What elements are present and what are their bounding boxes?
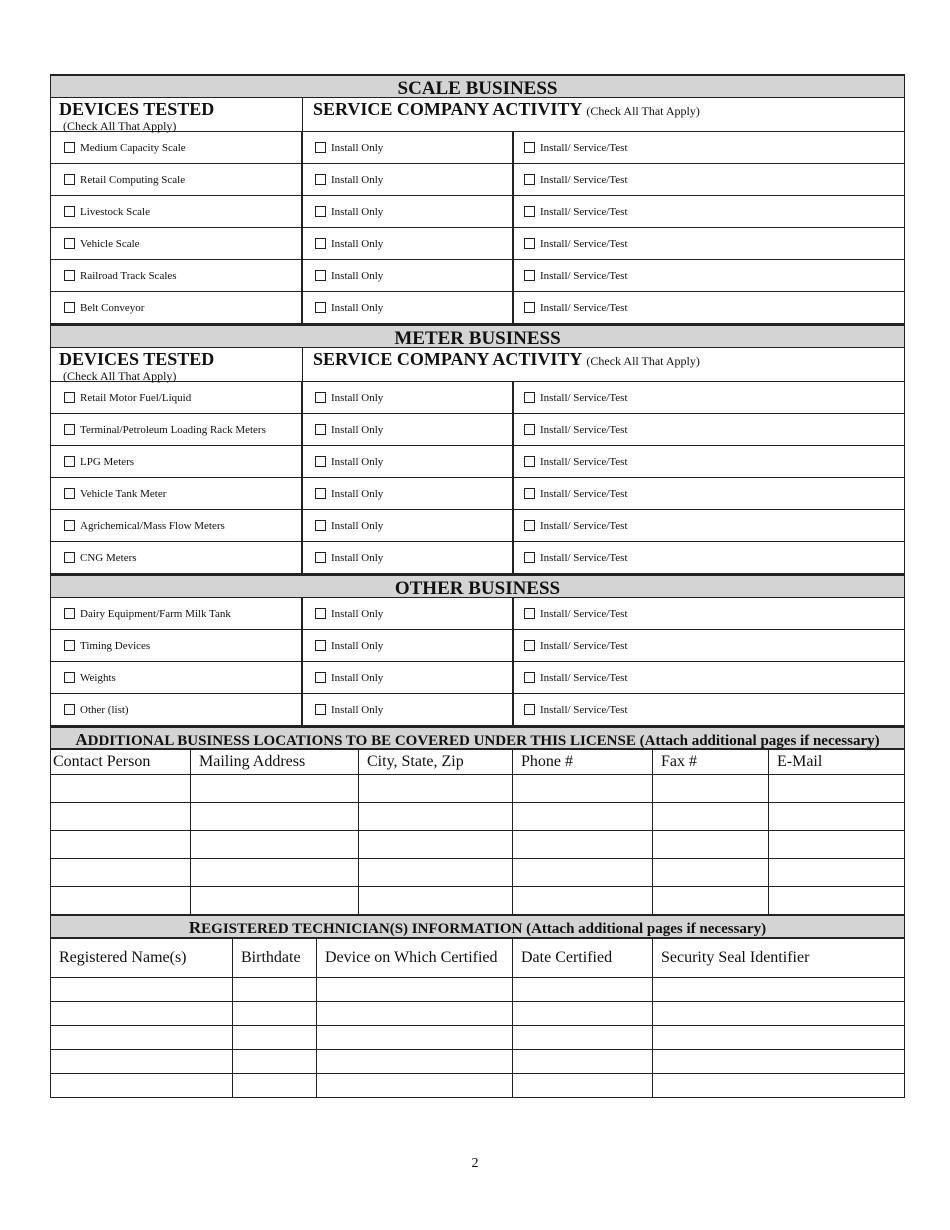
install-only-label: Install Only [331, 269, 384, 282]
table-header-row [51, 750, 905, 775]
device-label: LPG Meters [80, 455, 135, 468]
technician-entry-row [51, 1026, 905, 1050]
device-checkbox[interactable] [64, 302, 75, 313]
devices-tested-heading: DEVICES TESTED [59, 349, 215, 369]
device-label: Belt Conveyor [80, 301, 145, 314]
scale-business-heading: SCALE BUSINESS [50, 74, 905, 98]
install-only-label: Install Only [331, 703, 384, 716]
install-service-test-label: Install/ Service/Test [540, 173, 628, 186]
device-label: Agrichemical/Mass Flow Meters [80, 519, 225, 532]
blank-entry-cell[interactable] [51, 978, 233, 1002]
device-row [50, 662, 905, 694]
location-entry-row [51, 803, 905, 831]
device-row [50, 478, 905, 510]
device-checkbox[interactable] [64, 552, 75, 563]
install-service-test-checkbox[interactable] [524, 704, 535, 715]
blank-entry-cell[interactable] [653, 775, 769, 803]
blank-entry-cell[interactable] [233, 1074, 317, 1098]
heading-note: (Attach additional pages if necessary) [526, 921, 767, 937]
blank-entry-cell[interactable] [653, 1026, 905, 1050]
service-activity-note: (Check All That Apply) [586, 104, 700, 118]
blank-entry-cell[interactable] [513, 1002, 653, 1026]
meter-column-headers [50, 348, 905, 382]
blank-entry-cell[interactable] [513, 1074, 653, 1098]
install-service-test-checkbox[interactable] [524, 270, 535, 281]
device-row [50, 510, 905, 542]
column-header: Birthdate [233, 939, 317, 978]
device-row [50, 292, 905, 324]
blank-entry-cell[interactable] [769, 831, 905, 859]
blank-entry-cell[interactable] [653, 803, 769, 831]
blank-entry-cell[interactable] [513, 831, 653, 859]
install-service-test-cell [514, 542, 904, 573]
blank-entry-cell[interactable] [51, 887, 191, 915]
install-only-checkbox[interactable] [315, 552, 326, 563]
install-only-checkbox[interactable] [315, 392, 326, 403]
device-row [50, 694, 905, 726]
device-checkbox[interactable] [64, 206, 75, 217]
device-label: Vehicle Scale [80, 237, 140, 250]
device-row [50, 446, 905, 478]
install-only-cell [303, 598, 514, 629]
device-cell [51, 382, 303, 413]
install-service-test-label: Install/ Service/Test [540, 423, 628, 436]
service-activity-heading: SERVICE COMPANY ACTIVITY [313, 99, 583, 119]
install-only-cell [303, 382, 514, 413]
device-cell [51, 478, 303, 509]
install-only-checkbox[interactable] [315, 174, 326, 185]
install-service-test-label: Install/ Service/Test [540, 141, 628, 154]
column-header: Device on Which Certified [317, 939, 513, 978]
column-header: Registered Name(s) [51, 939, 233, 978]
device-checkbox[interactable] [64, 704, 75, 715]
install-service-test-cell [514, 196, 904, 227]
device-label: Livestock Scale [80, 205, 150, 218]
install-only-cell [303, 694, 514, 725]
device-label: Terminal/Petroleum Loading Rack Meters [80, 423, 266, 436]
install-only-label: Install Only [331, 141, 384, 154]
install-service-test-checkbox[interactable] [524, 520, 535, 531]
install-only-cell [303, 510, 514, 541]
device-checkbox[interactable] [64, 392, 75, 403]
install-service-test-label: Install/ Service/Test [540, 607, 628, 620]
blank-entry-cell[interactable] [51, 831, 191, 859]
install-only-cell [303, 292, 514, 323]
install-only-cell [303, 228, 514, 259]
table-header-row [51, 939, 905, 978]
blank-entry-cell[interactable] [513, 803, 653, 831]
column-header: Date Certified [513, 939, 653, 978]
install-service-test-checkbox[interactable] [524, 392, 535, 403]
device-checkbox[interactable] [64, 640, 75, 651]
device-label: Medium Capacity Scale [80, 141, 186, 154]
blank-entry-cell[interactable] [317, 978, 513, 1002]
install-only-checkbox[interactable] [315, 520, 326, 531]
device-row [50, 598, 905, 630]
blank-entry-cell[interactable] [653, 978, 905, 1002]
install-only-label: Install Only [331, 423, 384, 436]
device-checkbox[interactable] [64, 142, 75, 153]
blank-entry-cell[interactable] [317, 1050, 513, 1074]
install-service-test-cell [514, 446, 904, 477]
install-service-test-label: Install/ Service/Test [540, 671, 628, 684]
install-only-checkbox[interactable] [315, 206, 326, 217]
heading-initial: R [188, 918, 202, 937]
blank-entry-cell[interactable] [769, 859, 905, 887]
blank-entry-cell[interactable] [769, 803, 905, 831]
device-row [50, 414, 905, 446]
blank-entry-cell[interactable] [513, 887, 653, 915]
install-only-checkbox[interactable] [315, 672, 326, 683]
device-label: Vehicle Tank Meter [80, 487, 167, 500]
install-only-checkbox[interactable] [315, 142, 326, 153]
devices-tested-note: (Check All That Apply) [63, 369, 177, 383]
device-checkbox[interactable] [64, 270, 75, 281]
device-checkbox[interactable] [64, 488, 75, 499]
install-service-test-cell [514, 694, 904, 725]
column-header: Fax # [653, 750, 769, 775]
scale-column-headers [50, 98, 905, 132]
device-cell [51, 630, 303, 661]
install-only-cell [303, 132, 514, 163]
install-only-label: Install Only [331, 391, 384, 404]
device-cell [51, 542, 303, 573]
blank-entry-cell[interactable] [191, 831, 359, 859]
install-service-test-cell [514, 228, 904, 259]
device-cell [51, 228, 303, 259]
blank-entry-cell[interactable] [51, 1002, 233, 1026]
device-checkbox[interactable] [64, 608, 75, 619]
blank-entry-cell[interactable] [653, 1074, 905, 1098]
devices-tested-heading: DEVICES TESTED [59, 99, 215, 119]
install-only-checkbox[interactable] [315, 608, 326, 619]
device-checkbox[interactable] [64, 424, 75, 435]
device-checkbox[interactable] [64, 520, 75, 531]
install-service-test-cell [514, 662, 904, 693]
install-only-label: Install Only [331, 551, 384, 564]
location-entry-row [51, 887, 905, 915]
install-service-test-checkbox[interactable] [524, 174, 535, 185]
other-business-heading: OTHER BUSINESS [50, 574, 905, 598]
technician-entry-row [51, 978, 905, 1002]
blank-entry-cell[interactable] [51, 803, 191, 831]
device-cell [51, 446, 303, 477]
blank-entry-cell[interactable] [233, 1002, 317, 1026]
device-cell [51, 414, 303, 445]
blank-entry-cell[interactable] [653, 1050, 905, 1074]
technicians-table [50, 938, 905, 1098]
device-label: Retail Motor Fuel/Liquid [80, 391, 192, 404]
blank-entry-cell[interactable] [359, 775, 513, 803]
additional-locations-heading [50, 726, 905, 749]
device-label: Other (list) [80, 703, 129, 716]
install-service-test-label: Install/ Service/Test [540, 301, 628, 314]
locations-table [50, 749, 905, 915]
technician-entry-row [51, 1050, 905, 1074]
device-cell [51, 292, 303, 323]
install-service-test-checkbox[interactable] [524, 142, 535, 153]
device-checkbox[interactable] [64, 456, 75, 467]
device-row [50, 630, 905, 662]
technicians-table-body [51, 978, 905, 1098]
install-only-checkbox[interactable] [315, 488, 326, 499]
device-label: Railroad Track Scales [80, 269, 177, 282]
install-only-cell [303, 478, 514, 509]
install-only-cell [303, 662, 514, 693]
column-header: Phone # [513, 750, 653, 775]
install-only-label: Install Only [331, 205, 384, 218]
install-service-test-cell [514, 382, 904, 413]
install-service-test-checkbox[interactable] [524, 552, 535, 563]
blank-entry-cell[interactable] [359, 887, 513, 915]
install-service-test-cell [514, 510, 904, 541]
location-entry-row [51, 859, 905, 887]
install-service-test-cell [514, 414, 904, 445]
device-cell [51, 598, 303, 629]
blank-entry-cell[interactable] [51, 1026, 233, 1050]
device-cell [51, 662, 303, 693]
install-only-label: Install Only [331, 639, 384, 652]
blank-entry-cell[interactable] [51, 859, 191, 887]
device-label: Timing Devices [80, 639, 151, 652]
install-service-test-checkbox[interactable] [524, 456, 535, 467]
device-label: CNG Meters [80, 551, 137, 564]
scale-rows [50, 132, 905, 324]
install-only-cell [303, 630, 514, 661]
column-header: City, State, Zip [359, 750, 513, 775]
blank-entry-cell[interactable] [769, 775, 905, 803]
column-header: E-Mail [769, 750, 905, 775]
heading-rest: EGISTERED TECHNICIAN(S) INFORMATION [201, 921, 523, 937]
blank-entry-cell[interactable] [233, 978, 317, 1002]
blank-entry-cell[interactable] [769, 887, 905, 915]
install-service-test-label: Install/ Service/Test [540, 455, 628, 468]
install-only-checkbox[interactable] [315, 456, 326, 467]
install-service-test-label: Install/ Service/Test [540, 487, 628, 500]
devices-tested-note: (Check All That Apply) [63, 119, 177, 133]
install-service-test-cell [514, 598, 904, 629]
device-cell [51, 196, 303, 227]
install-service-test-cell [514, 260, 904, 291]
page-number: 2 [471, 1156, 479, 1171]
install-service-test-label: Install/ Service/Test [540, 237, 628, 250]
blank-entry-cell[interactable] [513, 775, 653, 803]
other-rows [50, 598, 905, 726]
install-service-test-label: Install/ Service/Test [540, 205, 628, 218]
install-only-checkbox[interactable] [315, 302, 326, 313]
blank-entry-cell[interactable] [359, 803, 513, 831]
install-only-checkbox[interactable] [315, 270, 326, 281]
install-only-cell [303, 260, 514, 291]
blank-entry-cell[interactable] [653, 859, 769, 887]
device-checkbox[interactable] [64, 174, 75, 185]
blank-entry-cell[interactable] [653, 831, 769, 859]
device-row [50, 542, 905, 574]
device-row [50, 132, 905, 164]
blank-entry-cell[interactable] [513, 859, 653, 887]
blank-entry-cell[interactable] [51, 1050, 233, 1074]
blank-entry-cell[interactable] [317, 1074, 513, 1098]
device-row [50, 164, 905, 196]
install-only-checkbox[interactable] [315, 238, 326, 249]
install-only-label: Install Only [331, 607, 384, 620]
install-only-label: Install Only [331, 519, 384, 532]
device-cell [51, 694, 303, 725]
install-service-test-checkbox[interactable] [524, 206, 535, 217]
heading-rest: DDITIONAL BUSINESS LOCATIONS TO BE COVERED UNDER THIS LICENSE [87, 733, 636, 749]
install-only-label: Install Only [331, 237, 384, 250]
install-service-test-checkbox[interactable] [524, 488, 535, 499]
technicians-heading [50, 915, 905, 938]
device-label: Weights [80, 671, 116, 684]
install-service-test-label: Install/ Service/Test [540, 551, 628, 564]
column-header: Security Seal Identifier [653, 939, 905, 978]
device-cell [51, 260, 303, 291]
blank-entry-cell[interactable] [317, 1002, 513, 1026]
blank-entry-cell[interactable] [513, 1026, 653, 1050]
blank-entry-cell[interactable] [191, 887, 359, 915]
install-only-label: Install Only [331, 173, 384, 186]
device-label: Retail Computing Scale [80, 173, 186, 186]
blank-entry-cell[interactable] [233, 1026, 317, 1050]
blank-entry-cell[interactable] [359, 831, 513, 859]
install-service-test-label: Install/ Service/Test [540, 639, 628, 652]
install-service-test-checkbox[interactable] [524, 640, 535, 651]
install-service-test-cell [514, 630, 904, 661]
device-cell [51, 510, 303, 541]
install-service-test-label: Install/ Service/Test [540, 269, 628, 282]
install-only-label: Install Only [331, 301, 384, 314]
blank-entry-cell[interactable] [51, 1074, 233, 1098]
device-checkbox[interactable] [64, 672, 75, 683]
blank-entry-cell[interactable] [653, 887, 769, 915]
install-only-label: Install Only [331, 671, 384, 684]
blank-entry-cell[interactable] [653, 1002, 905, 1026]
install-service-test-checkbox[interactable] [524, 424, 535, 435]
blank-entry-cell[interactable] [191, 859, 359, 887]
blank-entry-cell[interactable] [317, 1026, 513, 1050]
location-entry-row [51, 775, 905, 803]
install-service-test-cell [514, 292, 904, 323]
license-form-page [50, 74, 905, 1098]
install-only-checkbox[interactable] [315, 640, 326, 651]
install-service-test-cell [514, 132, 904, 163]
install-service-test-checkbox[interactable] [524, 608, 535, 619]
column-header: Contact Person [51, 750, 191, 775]
technician-entry-row [51, 1002, 905, 1026]
column-header: Mailing Address [191, 750, 359, 775]
install-only-cell [303, 446, 514, 477]
blank-entry-cell[interactable] [191, 775, 359, 803]
device-checkbox[interactable] [64, 238, 75, 249]
install-only-cell [303, 414, 514, 445]
device-cell [51, 132, 303, 163]
install-only-label: Install Only [331, 487, 384, 500]
install-service-test-label: Install/ Service/Test [540, 391, 628, 404]
device-cell [51, 164, 303, 195]
install-only-checkbox[interactable] [315, 424, 326, 435]
install-service-test-checkbox[interactable] [524, 238, 535, 249]
technician-entry-row [51, 1074, 905, 1098]
blank-entry-cell[interactable] [191, 803, 359, 831]
install-only-label: Install Only [331, 455, 384, 468]
install-service-test-cell [514, 164, 904, 195]
blank-entry-cell[interactable] [513, 1050, 653, 1074]
blank-entry-cell[interactable] [51, 775, 191, 803]
blank-entry-cell[interactable] [359, 859, 513, 887]
device-row [50, 260, 905, 292]
heading-note: (Attach additional pages if necessary) [639, 733, 880, 749]
install-only-cell [303, 196, 514, 227]
meter-business-heading: METER BUSINESS [50, 324, 905, 348]
install-service-test-checkbox[interactable] [524, 302, 535, 313]
meter-rows [50, 382, 905, 574]
install-service-test-label: Install/ Service/Test [540, 703, 628, 716]
install-only-checkbox[interactable] [315, 704, 326, 715]
device-label: Dairy Equipment/Farm Milk Tank [80, 607, 231, 620]
install-only-cell [303, 164, 514, 195]
location-entry-row [51, 831, 905, 859]
device-row [50, 196, 905, 228]
service-activity-heading: SERVICE COMPANY ACTIVITY [313, 349, 583, 369]
device-row [50, 228, 905, 260]
device-row [50, 382, 905, 414]
install-service-test-checkbox[interactable] [524, 672, 535, 683]
install-service-test-label: Install/ Service/Test [540, 519, 628, 532]
service-activity-note: (Check All That Apply) [586, 354, 700, 368]
blank-entry-cell[interactable] [233, 1050, 317, 1074]
locations-table-body [51, 775, 905, 915]
blank-entry-cell[interactable] [513, 978, 653, 1002]
install-service-test-cell [514, 478, 904, 509]
install-only-cell [303, 542, 514, 573]
heading-initial: A [75, 730, 88, 749]
